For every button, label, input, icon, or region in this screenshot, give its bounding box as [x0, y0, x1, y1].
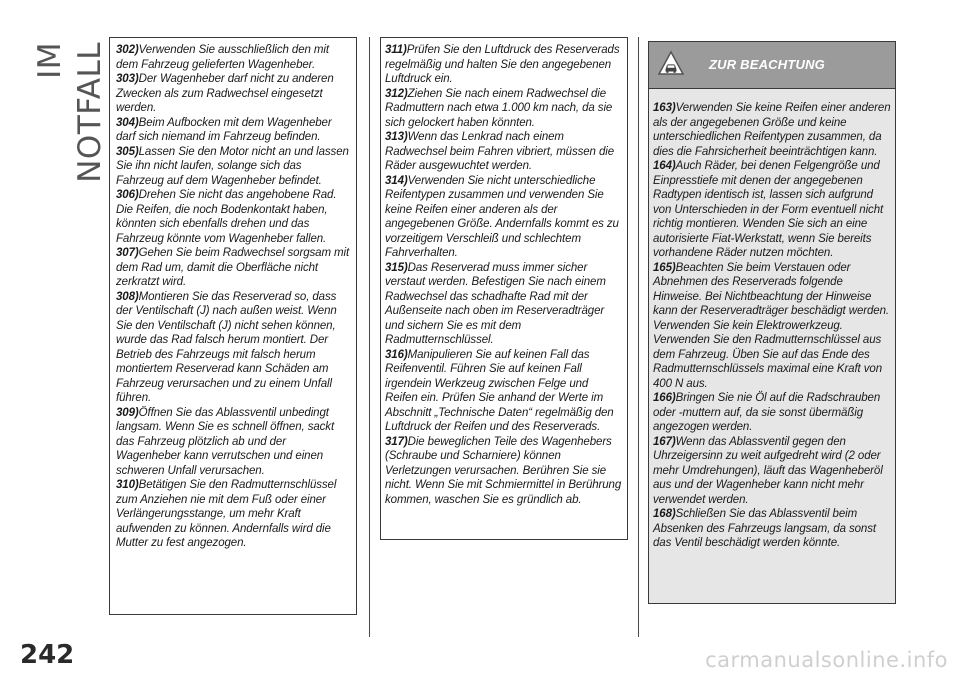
- warning-box: [648, 41, 896, 604]
- note-item: [385, 87, 623, 131]
- note-item: [653, 261, 892, 392]
- note-text: Das Reserverad muss immer sicher verstaut werden. Befestigen Sie nach einem Radwechsel das schadhafte Rad mit der Außenseite nach oben im Reserveradträger und sichern Sie es mit dem Radmutternschlüssel.: [385, 261, 606, 346]
- note-item: [116, 116, 352, 145]
- note-text: Verwenden Sie ausschließlich den mit dem Fahrzeug gelieferten Wagenheber.: [116, 44, 329, 71]
- note-text: Die beweglichen Teile des Wagenhebers (Schraube und Scharniere) können Verletzungen verursachen. Berühren Sie sie nicht. Wenn Sie mit Schmiermittel in Berührung kommen, waschen Sie es gründlich ab.: [385, 435, 622, 506]
- note-number: 315): [385, 261, 408, 274]
- notes-list: [116, 43, 352, 551]
- note-text: Beachten Sie beim Verstauen oder Abnehmen des Reserverads folgende Hinweise. Bei Nichtbeachtung der Hinweise kann der Reserveradträger beschädigt werden. Verwenden Sie kein Elektrowerkzeug. Verwenden Sie den Radmutternschlüssel aus dem Fahrzeug. Üben Sie auf das Ende des Radmutternschlüssels maximal eine Kraft von 400 N aus.: [653, 261, 889, 390]
- chapter-title: [30, 42, 108, 192]
- note-item: [116, 406, 352, 479]
- note-text: Schließen Sie das Ablassventil beim Absenken des Fahrzeugs langsam, da sonst das Ventil beschädigt werden könnte.: [653, 508, 876, 549]
- note-number: 313): [385, 131, 408, 143]
- note-text: Verwenden Sie nicht unterschiedliche Reifentypen zusammen und verwenden Sie keine Reifen einer anderen als der angegebenen Größe. Andernfalls kommt es zu vorzeitigem Verschleiß und schlechtem Fahrverhalten.: [385, 174, 619, 259]
- page-number: 242: [20, 640, 75, 670]
- note-number: 163): [653, 102, 676, 114]
- note-number: 309): [116, 406, 139, 419]
- note-number: 164): [653, 160, 676, 172]
- note-number: 167): [653, 435, 676, 448]
- column-divider: [638, 37, 639, 637]
- chapter-title-text: IM NOTFALL: [32, 42, 108, 183]
- note-item: [653, 507, 892, 551]
- car-warning-icon: [657, 50, 685, 78]
- note-text: Lassen Sie den Motor nicht an und lassen Sie ihn nicht laufen, solange sich das Fahrzeug auf dem Wagenheber befindet.: [116, 145, 349, 187]
- note-item: [653, 435, 892, 508]
- note-text: Auch Räder, bei denen Felgengröße und Einpresstiefe mit denen der angegebenen Radtypen identisch ist, lassen sich aufgrund von Unterschieden in der Form eventuell nicht richtig montieren. Wenden Sie sich an eine autorisierte Fiat-Werkstatt, wenn Sie bereits vorhandene Räder nutzen möchten.: [653, 160, 884, 259]
- watermark: carmanualsonline.info: [705, 648, 948, 672]
- note-item: [385, 261, 623, 348]
- note-text: Ziehen Sie nach einem Radwechsel die Radmuttern nach etwa 1.000 km nach, da sie sich gelockert haben könnten.: [385, 87, 613, 129]
- note-number: 302): [116, 44, 139, 56]
- note-number: 168): [653, 508, 676, 520]
- note-item: [653, 101, 892, 159]
- note-number: 166): [653, 392, 676, 404]
- note-item: [116, 72, 352, 116]
- note-number: 316): [385, 348, 408, 361]
- note-item: [385, 174, 623, 261]
- note-item: [116, 145, 352, 189]
- note-text: Öffnen Sie das Ablassventil unbedingt langsam. Wenn Sie es schnell öffnen, sackt das Fahrzeug plötzlich ab und der Wagenheber kann verrutschen und einen schweren Unfall verursachen.: [116, 406, 335, 477]
- note-item: [653, 391, 892, 435]
- note-text: Bringen Sie nie Öl auf die Radschrauben oder -muttern auf, da sie sonst übermäßig angezogen werden.: [653, 392, 881, 433]
- note-item: [385, 43, 623, 87]
- note-item: [116, 43, 352, 72]
- note-text: Verwenden Sie keine Reifen einer anderen als der angegebenen Größe und keine unterschiedlichen Reifentypen zusammen, da dies die Fahrsicherheit beeinträchtigen kann.: [653, 102, 891, 158]
- note-item: [385, 348, 623, 435]
- note-item: [385, 130, 623, 174]
- column-divider: [369, 37, 370, 637]
- note-number: 305): [116, 145, 139, 158]
- note-text: Manipulieren Sie auf keinen Fall das Reifenventil. Führen Sie auf keinen Fall irgendein Werkzeug zwischen Felge und Reifen ein. Prüfen Sie anhand der Werte im Abschnitt „Technische Daten“ regelmäßig den Luftdruck der Reifen und des Reserverads.: [385, 348, 614, 433]
- note-number: 311): [385, 44, 407, 56]
- note-number: 304): [116, 116, 139, 129]
- note-number: 312): [385, 87, 408, 100]
- note-number: 165): [653, 261, 676, 274]
- warning-header-divider: [649, 88, 895, 89]
- note-text: Wenn das Ablassventil gegen den Uhrzeigersinn zu weit aufgedreht wird (2 oder mehr Umdrehungen), läuft das Wagenheberöl aus und der Wagenheber kann nicht mehr verwendet werden.: [653, 435, 883, 506]
- note-number: 310): [116, 479, 139, 491]
- note-text: Betätigen Sie den Radmutternschlüssel zum Anziehen nie mit dem Fuß oder einer Verlängerungsstange, um mehr Kraft aufwenden zu können. Andernfalls wird die Mutter zu fest angezogen.: [116, 479, 337, 549]
- note-item: [116, 290, 352, 406]
- notes-column-2: [380, 37, 628, 540]
- notes-list: [385, 43, 623, 507]
- warning-title: ZUR BEACHTUNG: [709, 57, 825, 72]
- note-number: 307): [116, 247, 139, 259]
- note-number: 308): [116, 290, 139, 303]
- note-text: Wenn das Lenkrad nach einem Radwechsel beim Fahren vibriert, müssen die Räder ausgewuchtet werden.: [385, 131, 614, 172]
- note-text: Gehen Sie beim Radwechsel sorgsam mit dem Rad um, damit die Oberfläche nicht zerkratzt wird.: [116, 247, 350, 288]
- note-item: [385, 435, 623, 508]
- note-text: Beim Aufbocken mit dem Wagenheber darf sich niemand im Fahrzeug befinden.: [116, 116, 332, 143]
- note-item: [653, 159, 892, 261]
- warning-header: [649, 42, 895, 88]
- note-number: 306): [116, 189, 139, 201]
- note-number: 317): [385, 435, 408, 448]
- note-number: 314): [385, 174, 408, 187]
- note-item: [116, 478, 352, 551]
- note-item: [116, 246, 352, 290]
- note-text: Der Wagenheber darf nicht zu anderen Zwecken als zum Radwechsel eingesetzt werden.: [116, 73, 334, 114]
- note-text: Prüfen Sie den Luftdruck des Reserverads regelmäßig und halten Sie den angegebenen Luftdruck ein.: [385, 44, 620, 85]
- note-text: Montieren Sie das Reserverad so, dass der Ventilschaft (J) nach außen weist. Wenn Sie den Ventilschaft (J) nicht sehen können, wurde das Rad falsch herum montiert. Der Betrieb des Fahrzeugs mit falsch herum montiertem Reserverad kann Schäden am Fahrzeug verursachen und zu einem Unfall führen.: [116, 290, 337, 404]
- note-number: 303): [116, 73, 139, 85]
- note-item: [116, 188, 352, 246]
- notes-list: [653, 101, 892, 551]
- note-text: Drehen Sie nicht das angehobene Rad. Die Reifen, die noch Bodenkontakt haben, könnten sich ebenfalls drehen und das Fahrzeug könnte vom Wagenheber fallen.: [116, 189, 337, 245]
- notes-column-1: [109, 37, 357, 615]
